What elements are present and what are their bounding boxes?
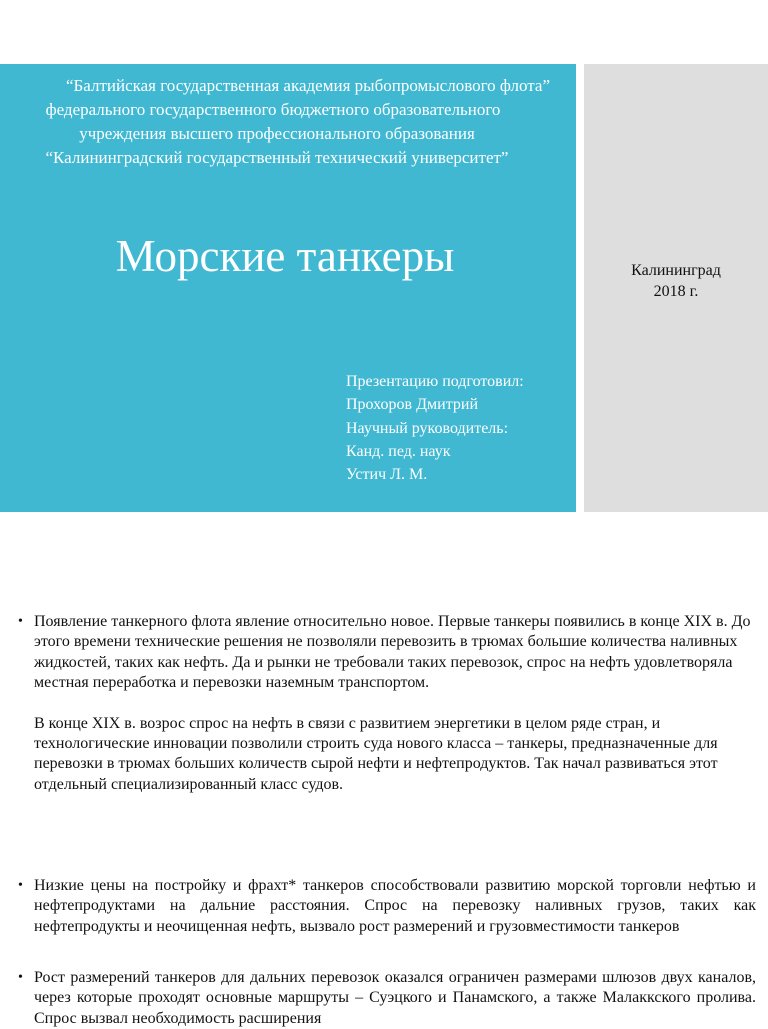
city-label: Калининград (631, 262, 721, 279)
credit-line: Канд. пед. наук (346, 442, 451, 460)
bullet-paragraph: Низкие цены на постройку и фрахт* танкеров способствовали развитию морской торговли нефтью и нефтепродуктами на дальние расстояния. Спрос на перевозку наливных грузов, таких как нефтепродукты и неочищенная нефть, вызвало рост размерений и грузовместимости танкеров (34, 877, 756, 935)
bullet-item-history (18, 612, 756, 795)
title-slide (0, 0, 768, 512)
bullet-item-size-limits (18, 968, 756, 1029)
header-line: федерального государственного бюджетного образовательного (45, 100, 501, 119)
bullet-marker: • (18, 614, 23, 629)
credit-line: Устич Л. М. (346, 466, 428, 484)
credit-line: Научный руководитель: (346, 419, 509, 437)
year-label: 2018 г. (653, 283, 699, 300)
side-panel (584, 64, 768, 512)
slide-title: Морские танкеры (115, 231, 455, 281)
header-line: учреждения высшего профессионального образования (79, 124, 475, 143)
bullet-paragraph: Рост размерений танкеров для дальних перевозок оказался ограничен размерами шлюзов двух каналов, через которые проходят основные маршруты – Суэцкого и Панамского, а также Малаккского пролива. Спрос вызвал необходимость расширения (34, 969, 756, 1027)
bullet-item-prices (18, 876, 756, 937)
title-panel (0, 64, 576, 512)
credit-line: Прохоров Дмитрий (346, 396, 479, 414)
city-year-block (584, 260, 768, 302)
bullet-marker: • (18, 970, 23, 985)
institution-header (0, 74, 576, 170)
header-line: “Калининградский государственный технический университет” (45, 148, 509, 167)
header-line: “Балтийская государственная академия рыбопромыслового флота” (65, 76, 550, 95)
bullet-marker: • (18, 878, 23, 893)
bullet-paragraph: Появление танкерного флота явление относительно новое. Первые танкеры появились в конце XIX в. До этого времени технические решения не позволяли перевозить в трюмах большие количества наливных жидкостей, таких как нефть. Да и рынки не требовали таких перевозок, спрос на нефть удовлетворяла местная переработка и перевозки наземным транспортом. (34, 613, 751, 692)
presentation-credits (346, 370, 524, 486)
content-slide (0, 512, 768, 1027)
paragraph-spacer (34, 694, 756, 714)
bullet-paragraph: В конце XIX в. возрос спрос на нефть в связи с развитием энергетики в целом ряде стран, и технологические инновации позволили строить суда нового класса – танкеры, предназначенные для перевозки в трюмах больших количеств сырой нефти и нефтепродуктов. Так начал развиваться этот отдельный специализированный класс судов. (34, 714, 718, 793)
credit-line: Презентацию подготовил: (346, 373, 524, 390)
